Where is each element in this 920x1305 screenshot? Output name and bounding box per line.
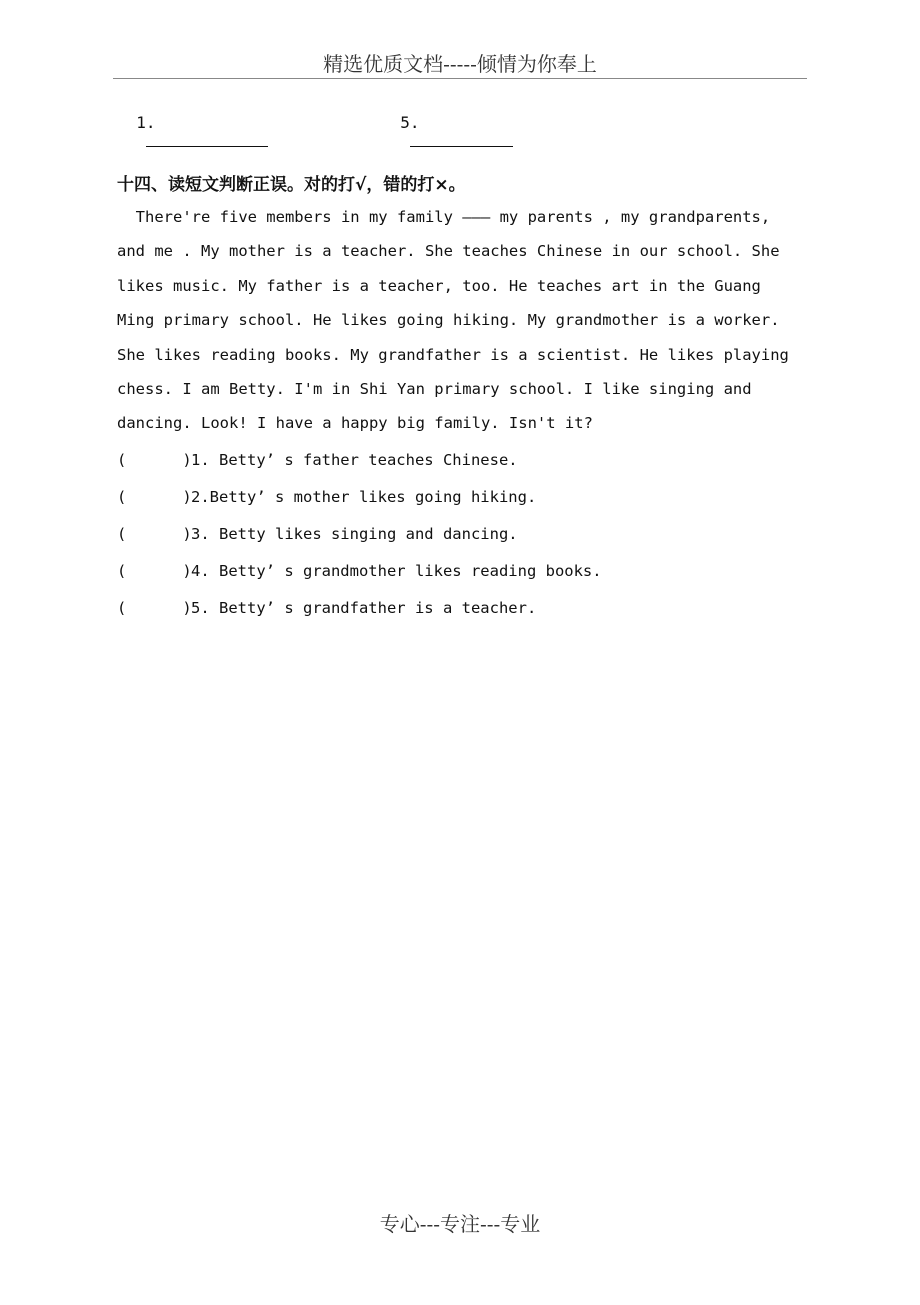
question-text: 3. Betty likes singing and dancing. [191, 525, 518, 543]
question-item [117, 483, 807, 520]
answer-bracket[interactable]: ( ) [117, 599, 192, 617]
passage-line: and me . My mother is a teacher. She teaches Chinese in our school. She [117, 242, 780, 261]
answer-item-5 [381, 94, 513, 151]
question-item [117, 557, 807, 594]
answer-item-1 [117, 94, 268, 151]
question-text: 4. Betty’ s grandmother likes reading books. [191, 562, 602, 580]
answer-bracket[interactable]: ( ) [117, 525, 192, 543]
passage-line: likes music. My father is a teacher, too. He teaches art in the Guang [117, 276, 761, 295]
section-title: 十四、读短文判断正误。对的打√，错的打×。 [117, 175, 466, 195]
reading-passage [117, 200, 807, 441]
question-item [117, 594, 807, 631]
answer-bracket[interactable]: ( ) [117, 488, 192, 506]
answer-blank[interactable] [146, 132, 268, 147]
answer-bracket[interactable]: ( ) [117, 562, 192, 580]
answer-number: 5. [400, 113, 420, 132]
passage-line: There're five members in my family ——— my parents , my grandparents, [117, 208, 771, 226]
header-divider [113, 78, 807, 79]
question-text: 1. Betty’ s father teaches Chinese. [191, 451, 518, 469]
question-item [117, 520, 807, 557]
passage-line: chess. I am Betty. I'm in Shi Yan primary school. I like singing and [117, 379, 752, 398]
question-text: 5. Betty’ s grandfather is a teacher. [191, 599, 537, 617]
passage-line: dancing. Look! I have a happy big family. Isn't it? [117, 414, 593, 433]
question-list [117, 446, 807, 631]
answer-number: 1. [136, 113, 156, 132]
page-header: 精选优质文档-----倾情为你奉上 [323, 52, 597, 76]
passage-line: She likes reading books. My grandfather is a scientist. He likes playing [117, 345, 789, 364]
passage-line: Ming primary school. He likes going hiking. My grandmother is a worker. [117, 311, 780, 330]
answer-bracket[interactable]: ( ) [117, 451, 192, 469]
question-text: 2.Betty’ s mother likes going hiking. [191, 488, 537, 506]
page-footer: 专心---专注---专业 [379, 1212, 541, 1236]
answer-blank[interactable] [410, 132, 513, 147]
question-item [117, 446, 807, 483]
